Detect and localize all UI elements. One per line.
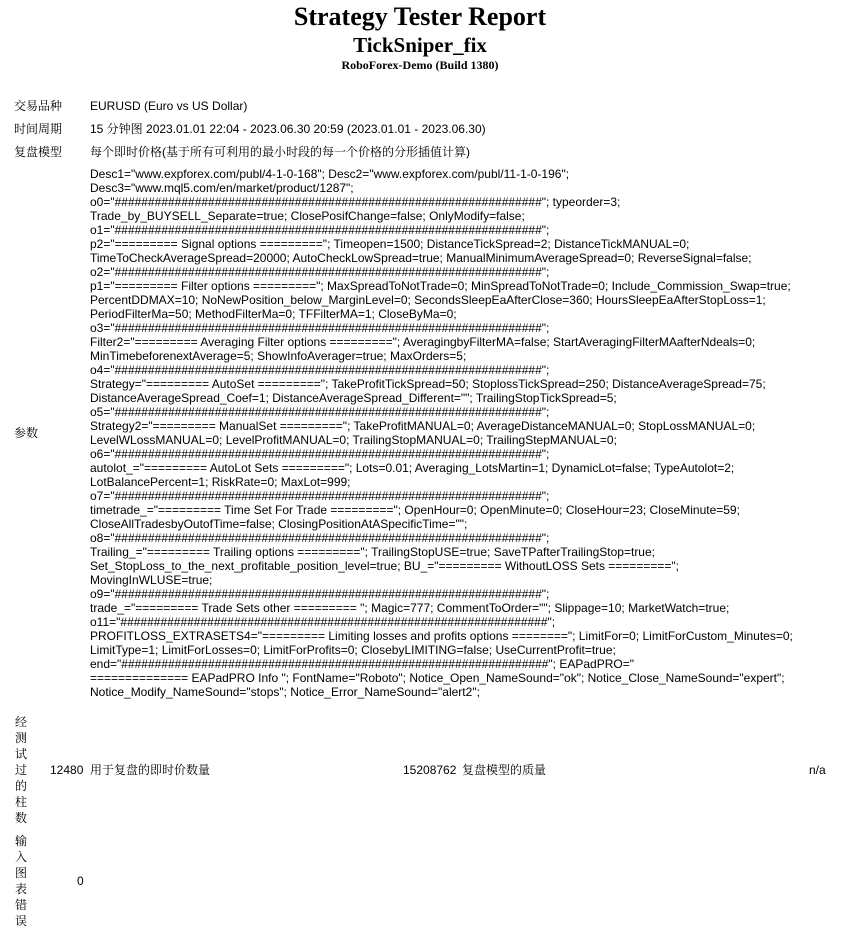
parameters-block bbox=[90, 167, 850, 699]
parameter-line: LimitType=1; LimitForLosses=0; LimitForProfits=0; ClosebyLIMITING=false; UseCurrentProfit=true; bbox=[90, 643, 616, 657]
parameter-line: Desc1="www.expforex.com/publ/4-1-0-168"; Desc2="www.expforex.com/publ/11-1-0-196"; bbox=[90, 167, 570, 181]
ticks-modelled-label: 用于复盘的即时价数量 bbox=[90, 763, 211, 777]
parameter-line: Strategy2="========= ManualSet ========="; TakeProfitMANUAL=0; AverageDistanceMANUAL=0; StopLossMANUAL=0; bbox=[90, 419, 756, 433]
parameter-line: o3="################################################################"; bbox=[90, 321, 550, 335]
parameter-line: o1="################################################################"; bbox=[90, 223, 550, 237]
parameter-line: autolot_="========= AutoLot Sets ========="; Lots=0.01; Averaging_LotsMartin=1; DynamicLot=false; TypeAutolot=2; bbox=[90, 461, 735, 475]
parameter-line: CloseAllTradesbyOutofTime=false; ClosingPositionAtASpecificTime=""; bbox=[90, 517, 468, 531]
model-label: 复盘模型 bbox=[14, 145, 63, 159]
symbol-value: EURUSD (Euro vs US Dollar) bbox=[90, 99, 248, 113]
parameter-line: o4="################################################################"; bbox=[90, 363, 550, 377]
report-title: Strategy Tester Report bbox=[293, 2, 547, 31]
expert-name: TickSniper_fix bbox=[353, 33, 487, 57]
symbol-label: 交易品种 bbox=[14, 99, 63, 113]
bars_label-char: 试 bbox=[14, 747, 27, 761]
parameter-line: LotBalancePercent=1; RiskRate=0; MaxLot=999; bbox=[90, 475, 351, 489]
bars_label-char: 柱 bbox=[14, 795, 27, 809]
errors_label-char: 误 bbox=[14, 914, 27, 928]
parameter-line: Filter2="========= Averaging Filter options ========="; AveragingbyFilterMA=false; StartAveragingFilterMAafterNdeals=0; bbox=[90, 335, 756, 349]
parameter-line: o9="################################################################"; bbox=[90, 587, 550, 601]
bars_label-char: 过 bbox=[14, 763, 27, 777]
bars_label-char: 数 bbox=[14, 811, 27, 825]
parameter-line: p2="========= Signal options ========="; Timeopen=1500; DistanceTickSpread=2; DistanceTickMANUAL=0; bbox=[90, 237, 690, 251]
model-value: 每个即时价格(基于所有可利用的最小时段的每一个价格的分形插值计算) bbox=[90, 145, 470, 159]
errors_label-char: 输 bbox=[14, 834, 27, 848]
parameter-line: LevelWLossMANUAL=0; LevelProfitMANUAL=0; TrailingStopMANUAL=0; TrailingStepMANUAL=0; bbox=[90, 433, 617, 447]
parameter-line: Trade_by_BUYSELL_Separate=true; ClosePosifChange=false; OnlyModify=false; bbox=[90, 209, 525, 223]
parameter-line: p1="========= Filter options ========="; MaxSpreadToNotTrade=0; MinSpreadToNotTrade=0; Include_Commission_Swap=true; bbox=[90, 279, 791, 293]
parameter-line: trade_="========= Trade Sets other ========= "; Magic=777; CommentToOrder=""; Slippage=10; MarketWatch=true; bbox=[90, 601, 730, 615]
errors_label-char: 错 bbox=[14, 898, 27, 912]
server-build: RoboForex-Demo (Build 1380) bbox=[341, 58, 499, 72]
bars_label-char: 经 bbox=[14, 715, 27, 729]
parameter-line: Desc3="www.mql5.com/en/market/product/1287"; bbox=[90, 181, 354, 195]
chart-errors-label bbox=[14, 833, 28, 929]
errors_label-char: 入 bbox=[14, 850, 27, 864]
parameter-line: Strategy="========= AutoSet ========="; TakeProfitTickSpread=50; StoplossTickSpread=250; DistanceAverageSpread=75; bbox=[90, 377, 766, 391]
parameter-line: timetrade_="========= Time Set For Trade ========="; OpenHour=0; OpenMinute=0; CloseHour=23; CloseMinute=59; bbox=[90, 503, 740, 517]
parameter-line: o5="################################################################"; bbox=[90, 405, 550, 419]
bars-tested-value: 12480 bbox=[50, 763, 84, 777]
parameter-line: o6="################################################################"; bbox=[90, 447, 550, 461]
parameter-line: PROFITLOSS_EXTRASETS4="========= Limiting losses and profits options ========"; LimitFor=0; LimitForCustom_Minutes=0; bbox=[90, 629, 793, 643]
parameter-line: DistanceAverageSpread_Coef=1; DistanceAverageSpread_Different=""; TrailingStopTickSpread=5; bbox=[90, 391, 617, 405]
parameter-line: o8="################################################################"; bbox=[90, 531, 550, 545]
parameter-line: ============== EAPadPRO Info "; FontName="Roboto"; Notice_Open_NameSound="ok"; Notice_Close_NameSound="expert"; bbox=[90, 671, 785, 685]
bars_label-char: 的 bbox=[14, 779, 27, 793]
parameter-line: Trailing_="========= Trailing options ========="; TrailingStopUSE=true; SaveTPafterTrailingStop=true; bbox=[90, 545, 655, 559]
modelling-quality-label: 复盘模型的质量 bbox=[462, 763, 547, 777]
bars_label-char: 测 bbox=[14, 731, 27, 745]
ticks-modelled-value: 15208762 bbox=[403, 763, 457, 777]
period-label: 时间周期 bbox=[14, 122, 63, 136]
params-label: 参数 bbox=[14, 426, 39, 440]
parameter-line: o2="################################################################"; bbox=[90, 265, 550, 279]
parameter-line: MovingInWLUSE=true; bbox=[90, 573, 213, 587]
parameter-line: MinTimebeforenextAverage=5; ShowInfoAverager=true; MaxOrders=5; bbox=[90, 349, 467, 363]
period-value: 15 分钟图 2023.01.01 22:04 - 2023.06.30 20:59 (2023.01.01 - 2023.06.30) bbox=[90, 122, 486, 136]
bars-tested-label bbox=[14, 714, 28, 826]
parameter-line: Set_StopLoss_to_the_next_profitable_position_level=true; BU_="========= WithoutLOSS Sets ========="; bbox=[90, 559, 679, 573]
modelling-quality-value: n/a bbox=[809, 763, 826, 777]
parameter-line: PeriodFilterMa=50; MethodFilterMa=0; TFFilterMA=1; CloseByMa=0; bbox=[90, 307, 457, 321]
parameter-line: end="################################################################"; EAPadPRO=" bbox=[90, 657, 634, 671]
errors_label-char: 表 bbox=[14, 882, 27, 896]
parameter-line: Notice_Modify_NameSound="stops"; Notice_Error_NameSound="alert2"; bbox=[90, 685, 480, 699]
parameter-line: o7="################################################################"; bbox=[90, 489, 550, 503]
parameter-line: PercentDDMAX=10; NoNewPosition_below_MarginLevel=0; SecondsSleepEaAfterClose=360; HoursSleepEaAfterStopLoss=1; bbox=[90, 293, 766, 307]
errors_label-char: 图 bbox=[14, 866, 27, 880]
parameter-line: o11="################################################################"; bbox=[90, 615, 556, 629]
parameter-line: o0="################################################################"; typeorder=3; bbox=[90, 195, 621, 209]
chart-errors-value: 0 bbox=[77, 874, 84, 888]
parameter-line: TimeToCheckAverageSpread=20000; AutoCheckLowSpread=true; ManualMinimumAverageSpread=0; ReverseSignal=false; bbox=[90, 251, 752, 265]
